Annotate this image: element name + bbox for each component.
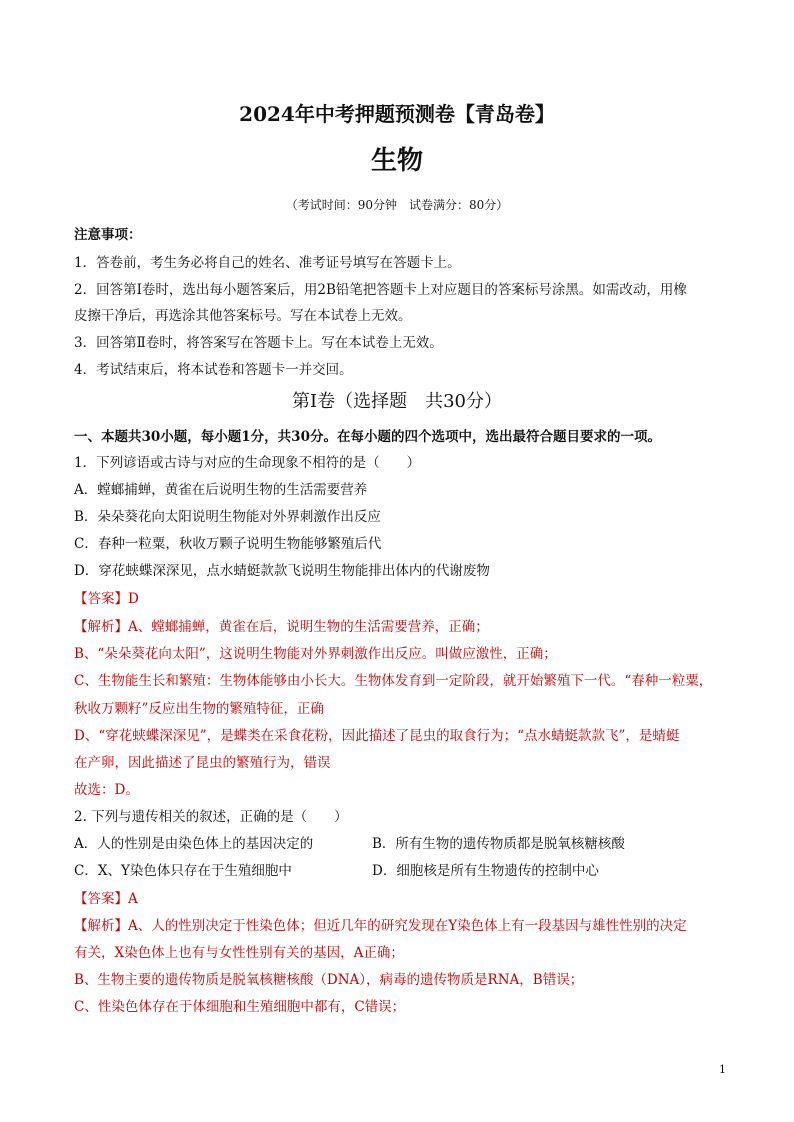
question-1-option-a: A．螳螂捕蝉，黄雀在后说明生物的生活需要营养 [74, 482, 368, 498]
question-1-answer: 【答案】D [74, 591, 139, 607]
exam-title: 2024年中考押题预测卷【青岛卷】 [239, 102, 555, 126]
question-2-analysis-line: B、生物主要的遗传物质是脱氧核糖核酸（DNA），病毒的遗传物质是RNA，B错误； [74, 972, 584, 988]
exam-info: （考试时间：90分钟 试卷满分：80分） [285, 198, 509, 212]
question-2-stem: 2. 下列与遗传相关的叙述，正确的是（ ） [74, 809, 348, 825]
question-1-stem: 1．下列谚语或古诗与对应的生命现象不相符的是（ ） [74, 455, 421, 471]
notice-item: 2．回答第Ⅰ卷时，选出每小题答案后，用2B铅笔把答题卡上对应题目的答案标号涂黑。如需改动，用橡 [74, 282, 687, 298]
notice-item: 3．回答第Ⅱ卷时，将答案写在答题卡上。写在本试卷上无效。 [74, 335, 443, 351]
question-1-analysis-line: C、生物能生长和繁殖：生物体能够由小长大。生物体发育到一定阶段，就开始繁殖下一代。“春种一粒粟， [74, 673, 713, 689]
question-1-analysis-line: 【解析】A、螳螂捕蝉，黄雀在后，说明生物的生活需要营养，正确； [74, 619, 489, 635]
question-2-analysis-line: C、性染色体存在于体细胞和生殖细胞中都有，C错误； [74, 999, 406, 1015]
notice-item: 1．答卷前，考生务必将自己的姓名、准考证号填写在答题卡上。 [74, 255, 461, 271]
question-2-option-b: B．所有生物的遗传物质都是脱氧核糖核酸 [372, 836, 625, 852]
question-1-analysis-line: 秋收万颗籽”反应出生物的繁殖特征，正确 [74, 701, 324, 717]
notice-heading: 注意事项： [74, 227, 142, 243]
question-2-option-a: A．人的性别是由染色体上的基因决定的 [74, 836, 314, 852]
question-1-analysis-line: 在产卵，因此描述了昆虫的繁殖行为，错误 [74, 755, 331, 771]
question-1-option-d: D．穿花蛱蝶深深见，点水蜻蜓款款飞说明生物能排出体内的代谢废物 [74, 563, 490, 579]
question-2-answer: 【答案】A [74, 891, 138, 907]
question-1-option-c: C．春种一粒粟，秋收万颗子说明生物能够繁殖后代 [74, 536, 382, 552]
subject-title: 生物 [370, 146, 423, 176]
question-2-option-c: C．X、Y染色体只存在于生殖细胞中 [74, 863, 292, 879]
question-2-analysis-line: 有关，X染色体上也有与女性性别有关的基因，A正确； [74, 945, 404, 961]
question-2-analysis-line: 【解析】A、人的性别决定于性染色体；但近几年的研究发现在Y染色体上有一段基因与雄性性别的决定 [74, 918, 687, 934]
question-2-option-d: D．细胞核是所有生物遗传的控制中心 [372, 863, 599, 879]
notice-item: 4．考试结束后，将本试卷和答题卡一并交回。 [74, 362, 353, 378]
question-1-option-b: B．朵朵葵花向太阳说明生物能对外界刺激作出反应 [74, 509, 381, 525]
section-title: 第Ⅰ卷（选择题 共30分） [291, 391, 502, 412]
question-1-analysis-line: 故选：D。 [74, 782, 139, 798]
section-instruction: 一、本题共30小题，每小题1分，共30分。在每小题的四个选项中，选出最符合题目要求的一项。 [74, 429, 661, 445]
notice-item: 皮擦干净后，再选涂其他答案标号。写在本试卷上无效。 [74, 308, 412, 324]
question-1-analysis-line: B、“朵朵葵花向太阳”，这说明生物能对外界刺激作出反应。叫做应激性，正确； [74, 646, 557, 662]
question-1-analysis-line: D、“穿花蛱蝶深深见”，是蝶类在采食花粉，因此描述了昆虫的取食行为；“点水蜻蜓款款飞”，是蜻蜓 [74, 728, 680, 744]
page-number: 1 [719, 1063, 726, 1076]
